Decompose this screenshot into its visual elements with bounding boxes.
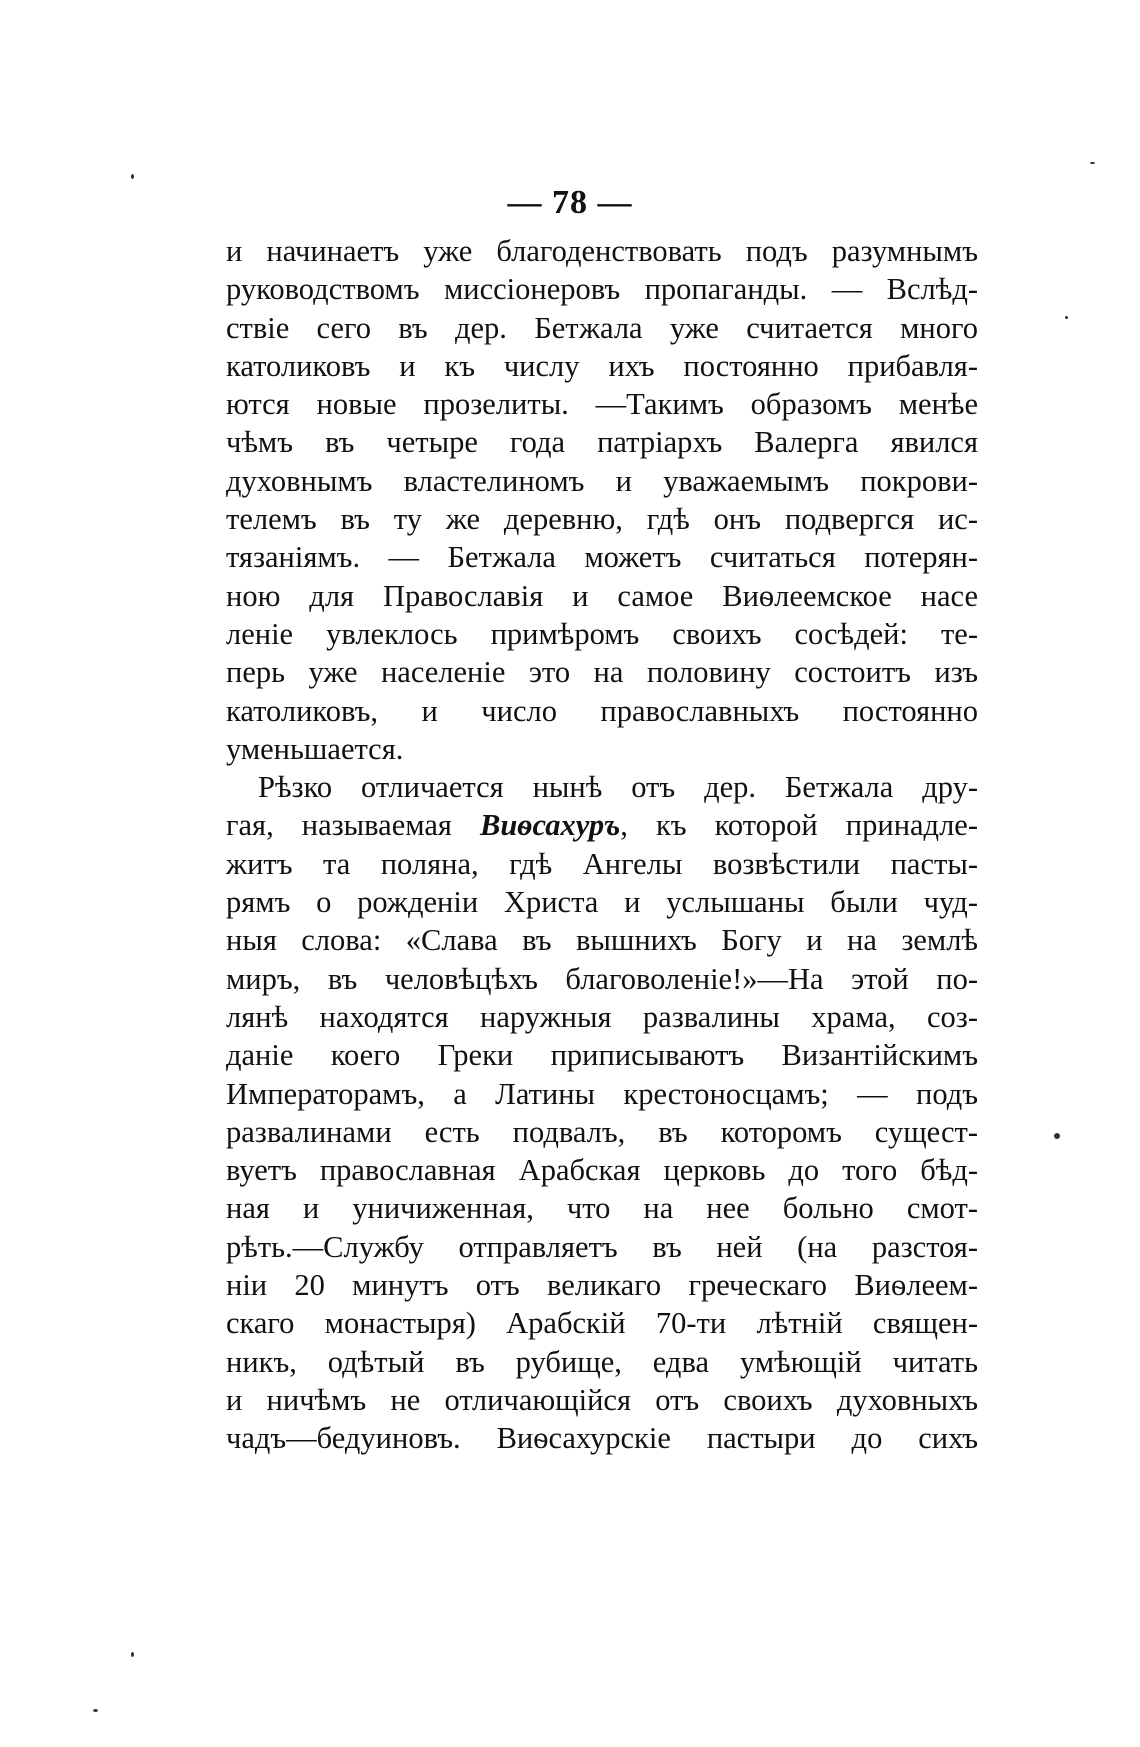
text-line: [226, 1075, 978, 1113]
text-run: лянѣ находятся наружныя развалины храма, соз-: [226, 999, 978, 1034]
text-line: [226, 1036, 978, 1074]
text-run: чадъ—бедуиновъ. Виѳсахурскіе пастыри до сихъ: [226, 1421, 978, 1456]
text-line: [226, 768, 978, 806]
text-line: [226, 1151, 978, 1189]
text-line: [226, 347, 978, 385]
text-run: леніе увлеклось примѣромъ своихъ сосѣдей: те-: [226, 616, 978, 651]
text-line: [226, 1381, 978, 1419]
text-line: [226, 1343, 978, 1381]
text-line: [226, 692, 978, 730]
text-line: [226, 1304, 978, 1342]
text-run: даніе коего Греки приписываютъ Византійскимъ: [226, 1038, 978, 1073]
text-line: [226, 883, 978, 921]
text-run: Императорамъ, а Латины крестоносцамъ; — подъ: [226, 1076, 978, 1111]
text-run: духовнымъ властелиномъ и уважаемымъ покрови-: [226, 463, 978, 498]
page-number: — 78 —: [507, 184, 633, 221]
text-line: [226, 270, 978, 308]
text-run: и ничѣмъ не отличающійся отъ своихъ духовныхъ: [226, 1382, 978, 1417]
text-run: перь уже населеніе это на половину состоитъ изъ: [226, 655, 978, 690]
text-line: [226, 232, 978, 270]
text-run: Рѣзко отличается нынѣ отъ дер. Бетжала дру-: [258, 770, 978, 805]
text-line: [226, 730, 978, 768]
text-run: и начинаетъ уже благоденствовать подъ разумнымъ: [226, 234, 978, 268]
text-run: уменьшается.: [226, 731, 404, 766]
text-line: [226, 577, 978, 615]
text-run: никъ, одѣтый въ рубище, едва умѣющій читать: [226, 1344, 978, 1379]
body-text: [226, 232, 978, 1458]
text-line: [226, 921, 978, 959]
text-run: ніи 20 минутъ отъ великаго греческаго Виѳлеем-: [226, 1268, 978, 1303]
text-run: гая, называемая: [226, 808, 480, 843]
text-run: тязаніямъ. — Бетжала можетъ считаться потерян-: [226, 540, 978, 575]
text-line: [226, 1228, 978, 1266]
text-run: ствіе сего въ дер. Бетжала уже считается много: [226, 310, 978, 345]
text-run: ною для Православія и самое Виѳлеемское насе: [226, 578, 978, 613]
text-run: телемъ въ ту же деревню, гдѣ онъ подвергся ис-: [226, 502, 978, 537]
text-run: рямъ о рожденіи Христа и услышаны были чуд-: [226, 885, 978, 920]
text-line: [226, 1189, 978, 1227]
text-run: ныя слова: «Слава въ вышнихъ Богу и на землѣ: [226, 923, 978, 958]
text-run: развалинами есть подвалъ, въ которомъ сущест-: [226, 1114, 978, 1149]
text-line: [226, 1419, 978, 1457]
text-run: ная и уничиженная, что на нее больно смот-: [226, 1191, 978, 1226]
text-line: [226, 1113, 978, 1151]
text-line: [226, 845, 978, 883]
scan-speck: [131, 174, 134, 179]
text-run: житъ та поляна, гдѣ Ангелы возвѣстили пасты-: [226, 846, 978, 881]
text-line: [226, 998, 978, 1036]
text-line: [226, 462, 978, 500]
text-line: [226, 960, 978, 998]
text-run: чѣмъ въ четыре года патріархъ Валерга явился: [226, 425, 978, 460]
text-run: рѣть.—Службу отправляетъ въ ней (на разстоя-: [226, 1229, 978, 1264]
text-line: [226, 806, 978, 844]
text-run: , къ которой принадле-: [620, 808, 978, 843]
text-line: [226, 423, 978, 461]
text-line: [226, 309, 978, 347]
text-line: [226, 538, 978, 576]
text-line: [226, 615, 978, 653]
text-run: католиковъ, и число православныхъ постоянно: [226, 693, 978, 728]
text-run: скаго монастыря) Арабскій 70-ти лѣтній священ-: [226, 1306, 978, 1341]
text-line: [226, 653, 978, 691]
text-run: ются новые прозелиты. —Такимъ образомъ менѣе: [226, 387, 978, 422]
scan-speck: [1090, 162, 1095, 164]
text-line: [226, 385, 978, 423]
text-run: руководствомъ миссіонеровъ пропаганды. — Вслѣд-: [226, 272, 978, 307]
scan-speck: [1065, 316, 1068, 319]
text-run: вуетъ православная Арабская церковь до того бѣд-: [226, 1153, 978, 1188]
scan-speck: [1054, 1133, 1060, 1139]
scan-speck: [131, 1652, 134, 1657]
text-line: [226, 1266, 978, 1304]
italic-text: Виѳсахуръ: [479, 808, 621, 843]
text-line: [226, 500, 978, 538]
scan-speck: [93, 1709, 98, 1712]
text-run: миръ, въ человѣцѣхъ благоволеніе!»—На этой по-: [226, 961, 978, 996]
text-run: католиковъ и къ числу ихъ постоянно прибавля-: [226, 348, 978, 383]
